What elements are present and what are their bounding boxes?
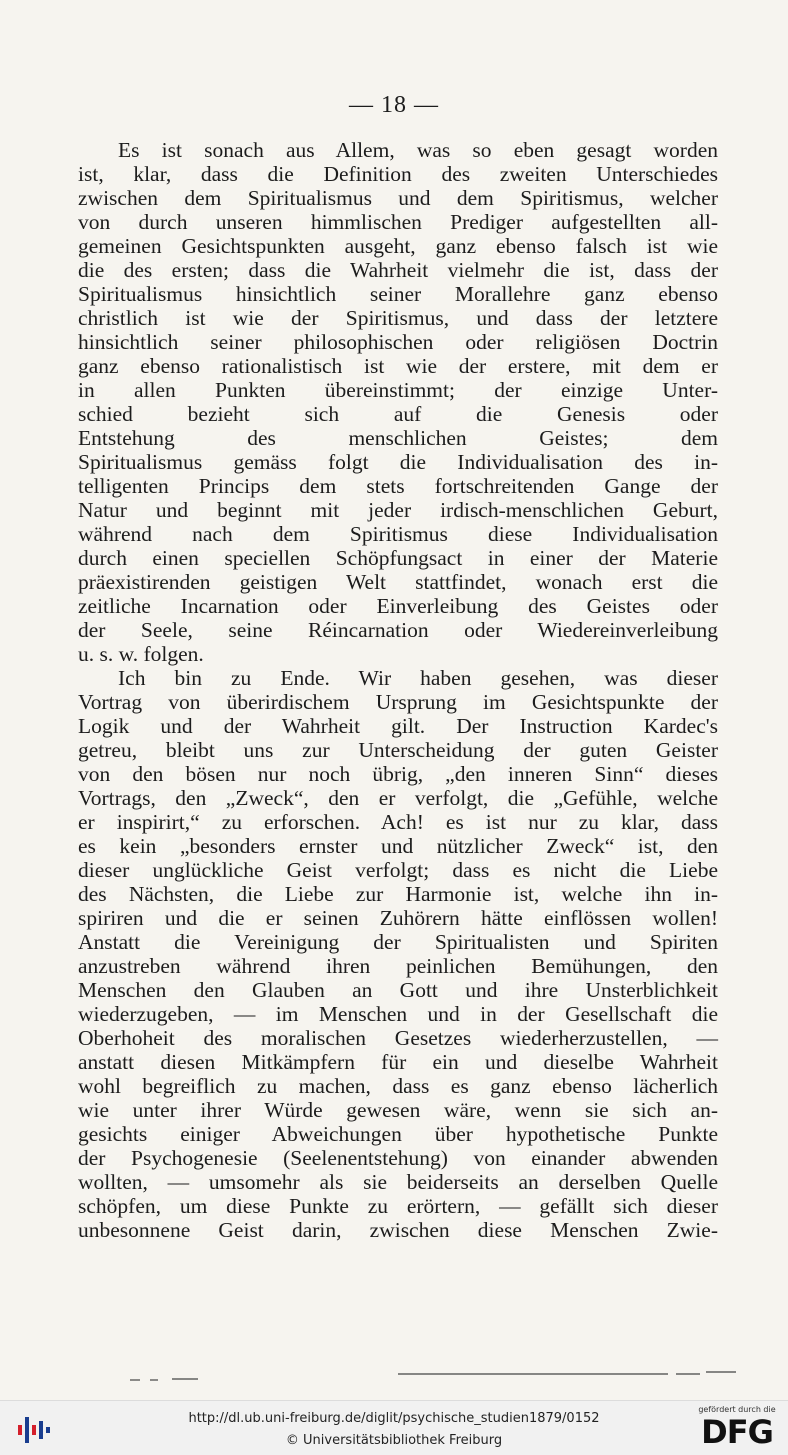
text-line: präexistirenden geistigen Welt stattfindet, wonach erst die	[78, 570, 718, 594]
text-line: wohl begreiflich zu machen, dass es ganz ebenso lächerlich	[78, 1074, 718, 1098]
text-line: zeitliche Incarnation oder Einverleibung des Geistes oder	[78, 594, 718, 618]
dfg-logo-text: DFG	[701, 1413, 773, 1451]
text-line: Vortrags, den „Zweck“, den er verfolgt, die „Gefühle, welche	[78, 786, 718, 810]
text-line: der Psychogenesie (Seelenentstehung) von einander abwenden	[78, 1146, 718, 1170]
text-line: gesichts einiger Abweichungen über hypothetische Punkte	[78, 1122, 718, 1146]
text-line: telligenten Princips dem stets fortschreitenden Gange der	[78, 474, 718, 498]
text-line: zwischen dem Spiritualismus und dem Spiritismus, welcher	[78, 186, 718, 210]
page-number: — 18 —	[349, 92, 439, 118]
dfg-caption: gefördert durch die	[698, 1405, 776, 1414]
text-line: Anstatt die Vereinigung der Spiritualisten und Spiriten	[78, 930, 718, 954]
text-line: durch einen speciellen Schöpfungsact in einer der Materie	[78, 546, 718, 570]
text-line: Entstehung des menschlichen Geistes; dem	[78, 426, 718, 450]
text-line: dieser unglückliche Geist verfolgt; dass es nicht die Liebe	[78, 858, 718, 882]
text-line: Spiritualismus hinsichtlich seiner Morallehre ganz ebenso	[78, 282, 718, 306]
text-line: christlich ist wie der Spiritismus, und dass der letztere	[78, 306, 718, 330]
text-line: der Seele, seine Réincarnation oder Wiedereinverleibung	[78, 618, 718, 642]
library-footer	[0, 1400, 788, 1455]
text-line: von durch unseren himmlischen Prediger aufgestellten all-	[78, 210, 718, 234]
text-line: Es ist sonach aus Allem, was so eben gesagt worden	[118, 138, 718, 162]
text-line: anzustreben während ihren peinlichen Bemühungen, den	[78, 954, 718, 978]
text-line: er inspirirt,“ zu erforschen. Ach! es ist nur zu klar, dass	[78, 810, 718, 834]
text-line: Ich bin zu Ende. Wir haben gesehen, was dieser	[118, 666, 718, 690]
text-line: gemeinen Gesichtspunkten ausgeht, ganz ebenso falsch ist wie	[78, 234, 718, 258]
text-line: schied bezieht sich auf die Genesis oder	[78, 402, 718, 426]
text-line: ist, klar, dass die Definition des zweiten Unterschiedes	[78, 162, 718, 186]
document-url[interactable]: http://dl.ub.uni-freiburg.de/diglit/psychische_studien1879/0152	[188, 1411, 600, 1426]
text-line: Spiritualismus gemäss folgt die Individualisation des in-	[78, 450, 718, 474]
text-line: des Nächsten, die Liebe zur Harmonie ist, welche ihn in-	[78, 882, 718, 906]
text-line: u. s. w. folgen.	[78, 642, 204, 666]
text-line: schöpfen, um diese Punkte zu erörtern, — gefällt sich dieser	[78, 1194, 718, 1218]
text-line: es kein „besonders ernster und nützlicher Zweck“ ist, den	[78, 834, 718, 858]
text-line: Menschen den Glauben an Gott und ihre Unsterblichkeit	[78, 978, 718, 1002]
text-line: wollten, — umsomehr als sie beiderseits an derselben Quelle	[78, 1170, 718, 1194]
text-line: Natur und beginnt mit jeder irdisch-menschlichen Geburt,	[78, 498, 718, 522]
text-line: getreu, bleibt uns zur Unterscheidung der guten Geister	[78, 738, 718, 762]
text-line: wiederzugeben, — im Menschen und in der Gesellschaft die	[78, 1002, 718, 1026]
text-line: ganz ebenso rationalistisch ist wie der erstere, mit dem er	[78, 354, 718, 378]
text-line: Oberhoheit des moralischen Gesetzes wiederherzustellen, —	[78, 1026, 718, 1050]
text-line: hinsichtlich seiner philosophischen oder religiösen Doctrin	[78, 330, 718, 354]
text-line: Vortrag von überirdischem Ursprung im Gesichtspunkte der	[78, 690, 718, 714]
text-line: Logik und der Wahrheit gilt. Der Instruction Kardec's	[78, 714, 718, 738]
body-text	[78, 138, 718, 1242]
text-line: in allen Punkten übereinstimmt; der einzige Unter-	[78, 378, 718, 402]
text-line: anstatt diesen Mitkämpfern für ein und dieselbe Wahrheit	[78, 1050, 718, 1074]
text-line: die des ersten; dass die Wahrheit vielmehr die ist, dass der	[78, 258, 718, 282]
text-line: von den bösen nur noch übrig, „den inneren Sinn“ dieses	[78, 762, 718, 786]
bottom-rule-lines	[0, 1368, 788, 1388]
copyright-notice: © Universitätsbibliothek Freiburg	[285, 1433, 503, 1448]
text-line: unbesonnene Geist darin, zwischen diese Menschen Zwie-	[78, 1218, 718, 1242]
text-line: während nach dem Spiritismus diese Individualisation	[78, 522, 718, 546]
dfg-logo	[694, 1405, 780, 1451]
text-line: spiriren und die er seinen Zuhörern hätte einflössen wollen!	[78, 906, 718, 930]
text-line: wie unter ihrer Würde gewesen wäre, wenn sie sich an-	[78, 1098, 718, 1122]
